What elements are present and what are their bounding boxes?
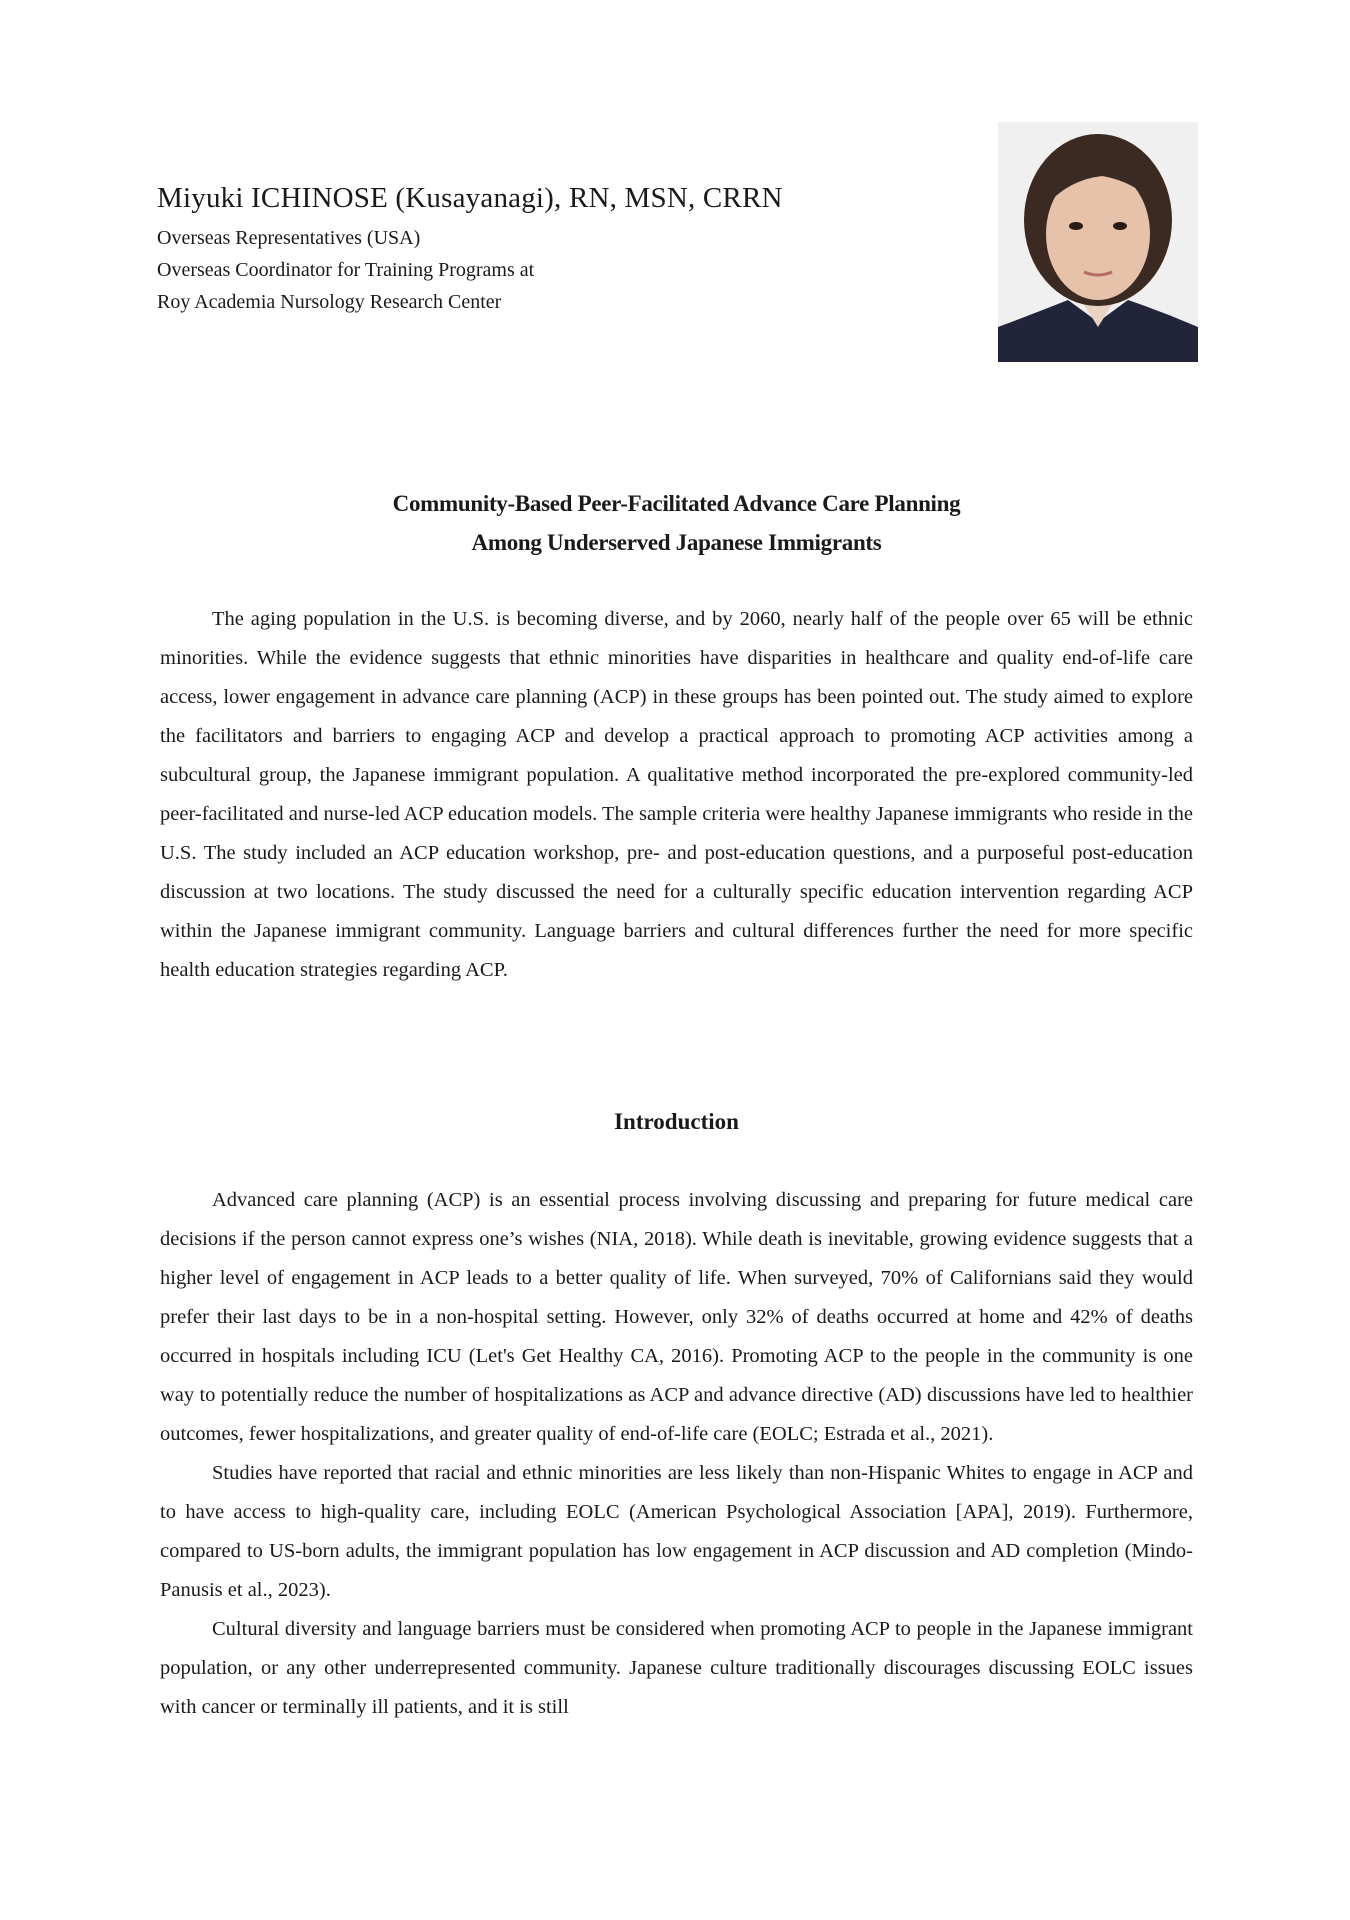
abstract-paragraph: The aging population in the U.S. is becoming diverse, and by 2060, nearly half of the people over 65 will be ethnic minorities. While the evidence suggests that ethnic minorities have disparities in healthcare and quality end-of-life care access, lower engagement in advance care planning (ACP) in these groups has been pointed out. The study aimed to explore the facilitators and barriers to engaging ACP and develop a practical approach to promoting ACP activities among a subcultural group, the Japanese immigrant population. A qualitative method incorporated the pre-explored community-led peer-facilitated and nurse-led ACP education models. The sample criteria were healthy Japanese immigrants who reside in the U.S. The study included an ACP education workshop, pre- and post-education questions, and a purposeful post-education discussion at two locations. The study discussed the need for a culturally specific education intervention regarding ACP within the Japanese immigrant community. Language barriers and cultural differences further the need for more specific health education strategies regarding ACP. xyxy=(160,608,1193,981)
author-block xyxy=(157,180,957,318)
title-line-1: Community-Based Peer-Facilitated Advance Care Planning xyxy=(392,491,961,516)
author-name: Miyuki ICHINOSE (Kusayanagi), RN, MSN, CRRN xyxy=(157,182,783,214)
introduction-section xyxy=(160,1181,1193,1727)
author-affiliation: Overseas Representatives (USA) xyxy=(157,227,421,249)
paper-title xyxy=(160,484,1193,562)
body-paragraph: Studies have reported that racial and ethnic minorities are less likely than non-Hispanic Whites to engage in ACP and to have access to high-quality care, including EOLC (American Psychological Association [APA], 2019). Furthermore, compared to US-born adults, the immigrant population has low engagement in ACP discussion and AD completion (Mindo-Panusis et al., 2023). xyxy=(160,1462,1193,1601)
introduction-heading-wrap xyxy=(160,1104,1193,1140)
author-photo xyxy=(998,122,1198,362)
body-paragraph: Advanced care planning (ACP) is an essential process involving discussing and preparing for future medical care decisions if the person cannot express one’s wishes (NIA, 2018). While death is inevitable, growing evidence suggests that a higher level of engagement in ACP leads to a better quality of life. When surveyed, 70% of Californians said they would prefer their last days to be in a non-hospital setting. However, only 32% of deaths occurred at home and 42% of deaths occurred in hospitals including ICU (Let's Get Healthy CA, 2016). Promoting ACP to the people in the community is one way to potentially reduce the number of hospitalizations as ACP and advance directive (AD) discussions have led to healthier outcomes, fewer hospitalizations, and greater quality of end-of-life care (EOLC; Estrada et al., 2021). xyxy=(160,1189,1193,1445)
abstract-section xyxy=(160,600,1193,990)
author-affiliation: Roy Academia Nursology Research Center xyxy=(157,291,502,313)
portrait-image xyxy=(998,122,1198,362)
title-line-2: Among Underserved Japanese Immigrants xyxy=(471,530,882,555)
body-paragraph: Cultural diversity and language barriers must be considered when promoting ACP to people in the Japanese immigrant population, or any other underrepresented community. Japanese culture traditionally discourages discussing EOLC issues with cancer or terminally ill patients, and it is still xyxy=(160,1618,1193,1718)
author-affiliation: Overseas Coordinator for Training Programs at xyxy=(157,259,535,281)
section-heading-introduction: Introduction xyxy=(614,1109,739,1134)
